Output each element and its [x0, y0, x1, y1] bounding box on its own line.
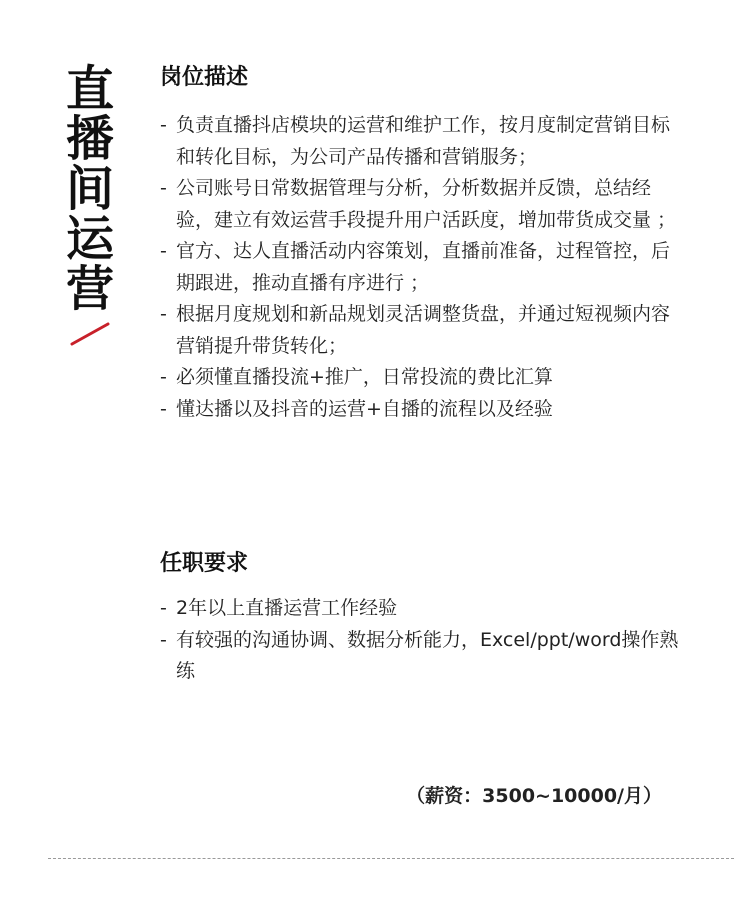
title-char: 营 [65, 261, 114, 317]
bullet-dash: - [160, 114, 167, 136]
list-item [160, 173, 680, 236]
requirements-heading: 任职要求 [160, 551, 249, 576]
list-item [160, 625, 680, 688]
list-item [160, 236, 680, 299]
job-description-list [160, 110, 680, 425]
list-item [160, 362, 680, 394]
job-description-heading: 岗位描述 [160, 65, 249, 90]
list-item-text: 2年以上直播运营工作经验 [176, 597, 398, 619]
list-item [160, 110, 680, 173]
bullet-dash: - [160, 177, 167, 199]
vertical-page-title [60, 61, 120, 317]
title-char: 直 [65, 61, 114, 117]
list-item-text: 必须懂直播投流+推广，日常投流的费比汇算 [176, 366, 553, 388]
list-item [160, 299, 680, 362]
bullet-dash: - [160, 366, 167, 388]
bullet-dash: - [160, 240, 167, 262]
list-item-text: 公司账号日常数据管理与分析，分析数据并反馈，总结经验，建立有效运营手段提升用户活跃度，增加带货成交量 ； [176, 177, 677, 231]
list-item-text: 有较强的沟通协调、数据分析能力，Excel/ppt/word操作熟练 [176, 628, 679, 682]
red-slash-accent [64, 318, 116, 348]
bullet-dash: - [160, 303, 167, 325]
dashed-divider [48, 858, 734, 859]
list-item-text: 负责直播抖店模块的运营和维护工作，按月度制定营销目标和转化目标，为公司产品传播和营销服务； [176, 114, 671, 168]
salary-range: （薪资：3500~10000/月） [406, 785, 662, 807]
list-item-text: 根据月度规划和新品规划灵活调整货盘，并通过短视频内容营销提升带货转化； [176, 303, 671, 357]
list-item-text: 官方、达人直播活动内容策划，直播前准备，过程管控，后期跟进，推动直播有序进行 ； [176, 240, 671, 294]
title-char: 播 [65, 111, 114, 167]
list-item [160, 593, 680, 625]
bullet-dash: - [160, 628, 167, 651]
requirements-list [160, 593, 680, 688]
bullet-dash: - [160, 597, 167, 619]
title-char: 间 [65, 161, 114, 217]
bullet-dash: - [160, 397, 167, 420]
list-item-text: 懂达播以及抖音的运营+自播的流程以及经验 [176, 397, 553, 420]
title-char: 运 [65, 211, 114, 267]
list-item [160, 394, 680, 426]
